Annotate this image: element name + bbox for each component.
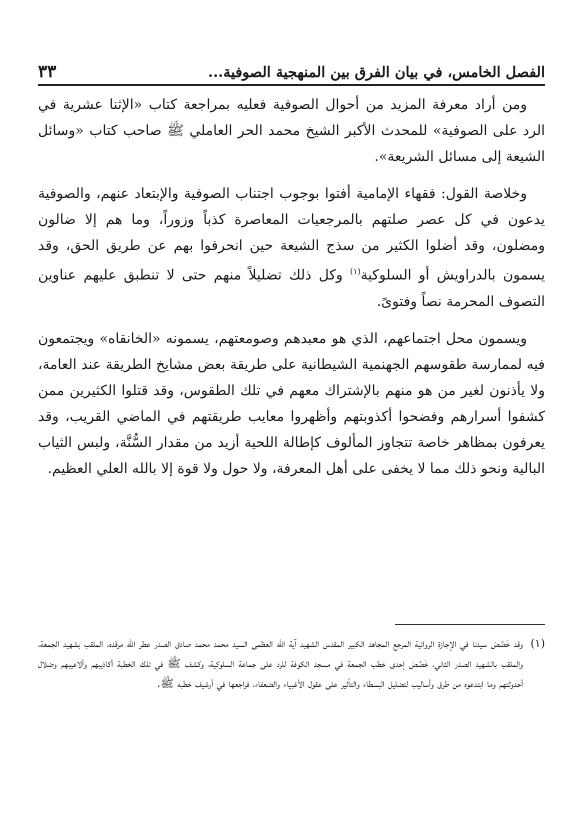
paragraph-2-text-before-ref: وخلاصة القول: فقهاء الإمامية أفتوا بوجوب اجتناب الصوفية والإبتعاد عنهم، والصوفية يدعون في كل عصر صلتهم بالمرجعيات المعاصرة كذباً وزوراً، وما هم إلا ضالون ومضلون، وقد أضلوا الكثير من سذج الشيعة حين انحرفوا بهم عن طريق الحق، وقد يسمون بالدراويش أو السلوكية bbox=[38, 186, 545, 284]
footnote-separator bbox=[395, 624, 545, 625]
chapter-title: الفصل الخامس، في بيان الفرق بين المنهجية الصوفية... bbox=[208, 64, 545, 81]
footnote-reference[interactable]: (١) bbox=[350, 267, 361, 276]
running-header bbox=[38, 56, 545, 86]
footnote bbox=[38, 634, 545, 694]
page-number: ٣٣ bbox=[38, 62, 57, 82]
footnote-number: (١) bbox=[530, 637, 545, 650]
footnote-text: وقد خَصَّصَ سيدنا في الإجازة الروائية المرجع المجاهد الكبير المقدس الشهيد آية الله العظمى السيد محمد محمد صادق الصدر عطر الله مرقده، الملقب بشهيد الجمعة، والملقب بالشهيد الصدر الثاني، خَصَّصَ إحدى خطب الجمعة في مسجد الكوفة للرد على جماعة السلوكية، وكشف ﷺ في تلك الخطبة أكاذيبهم وألاعيبهم وضلال أحدوثتهم وما ابتدعوه من طرق وأساليب لتضليل البسطاء والتأثير على عقول الأغبياء والضعفاء، فراجعها في أرشيف خطبه ﷺ. bbox=[38, 637, 523, 690]
paragraph-2 bbox=[38, 181, 545, 315]
paragraph-3: ويسمون محل اجتماعهم، الذي هو معبدهم وصومعتهم، يسمونه «الخانقاه» ويجتمعون فيه لممارسة طقوسهم الجهنمية الشيطانية على طريقة بعض مشايخ الطريقة عند العامة، ولا يأذنون لغير من هو منهم بالإشتراك معهم في تلك الطقوس، وقد قتلوا الكثيرين ممن كشفوا أسرارهم وفضحوا أكذوبتهم وأظهروا معايب طريقتهم في الماضي القريب، وقد يعرفون بمظاهر خاصة تتجاوز المألوف كإطالة اللحية أزيد من مقدار السُّنَّة، ولبس الثياب البالية ونحو ذلك مما لا يخفى على أهل المعرفة، ولا حول ولا قوة إلا بالله العلي العظيم. bbox=[38, 330, 545, 477]
paragraph-1: ومن أراد معرفة المزيد من أحوال الصوفية فعليه بمراجعة كتاب «الإثنا عشرية في الرد على الصوفية» للمحدث الأكبر الشيخ محمد الحر العاملي ﷺ صاحب كتاب «وسائل الشيعة إلى مسائل الشريعة». bbox=[38, 97, 545, 165]
paragraph-2-text-after-ref: وكل ذلك تضليلاً منهم حتى لا تنطبق عليهم عناوين التصوف المحرمة نصاً وفتوىً. bbox=[38, 267, 545, 310]
main-text bbox=[38, 92, 545, 482]
